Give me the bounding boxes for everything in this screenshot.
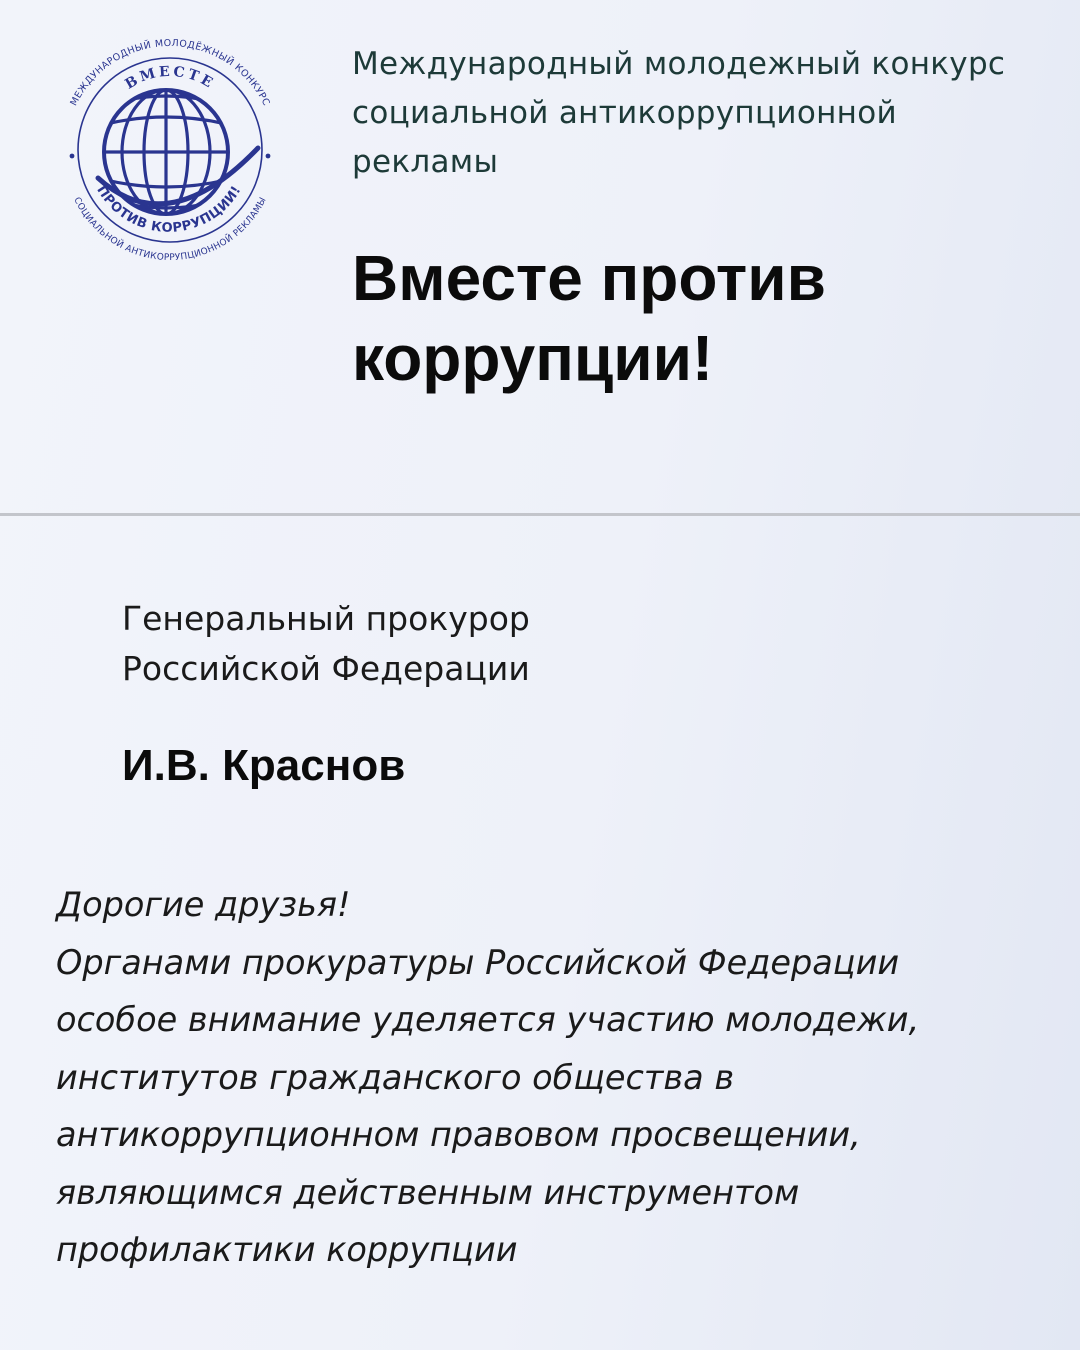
author-name: И.В. Краснов [122,741,406,790]
message-line: антикоррупционном правовом просвещении, [56,1115,861,1154]
contest-title [352,40,1052,187]
contest-title-line: социальной антикоррупционной [352,95,897,131]
contest-logo-emblem [48,28,292,272]
message-line: особое внимание уделяется участию молодежи, [56,1000,920,1039]
author-position-line: Генеральный прокурор [122,599,530,638]
logo-arc-bottom-text: ПРОТИВ КОРРУПЦИИ! [93,183,245,236]
logo-arc-top-text: ВМЕСТЕ [122,63,218,93]
headline-line: коррупции! [352,322,714,394]
message-line: являющимся действенным инструментом [56,1172,800,1212]
message-body [56,876,1046,1279]
message-line: профилактики коррупции [56,1230,518,1269]
contest-title-line: Международный молодежный конкурс [352,46,1006,82]
logo-ring-bottom-text: СОЦИАЛЬНОЙ АНТИКОРРУПЦИОННОЙ РЕКЛАМЫ [71,195,269,264]
section-divider [0,513,1080,516]
message-greeting: Дорогие друзья! [56,885,351,924]
author-position-line: Российской Федерации [122,649,530,688]
headline-line: Вместе против [352,242,826,314]
author-position [122,594,822,694]
contest-title-line: рекламы [352,144,499,180]
logo-ring-top-text: МЕЖДУНАРОДНЫЙ МОЛОДЁЖНЫЙ КОНКУРС [68,37,272,108]
headline [352,238,1052,398]
message-line: институтов гражданского общества в [56,1057,735,1097]
message-line: Органами прокуратуры Российской Федерации [56,942,900,982]
